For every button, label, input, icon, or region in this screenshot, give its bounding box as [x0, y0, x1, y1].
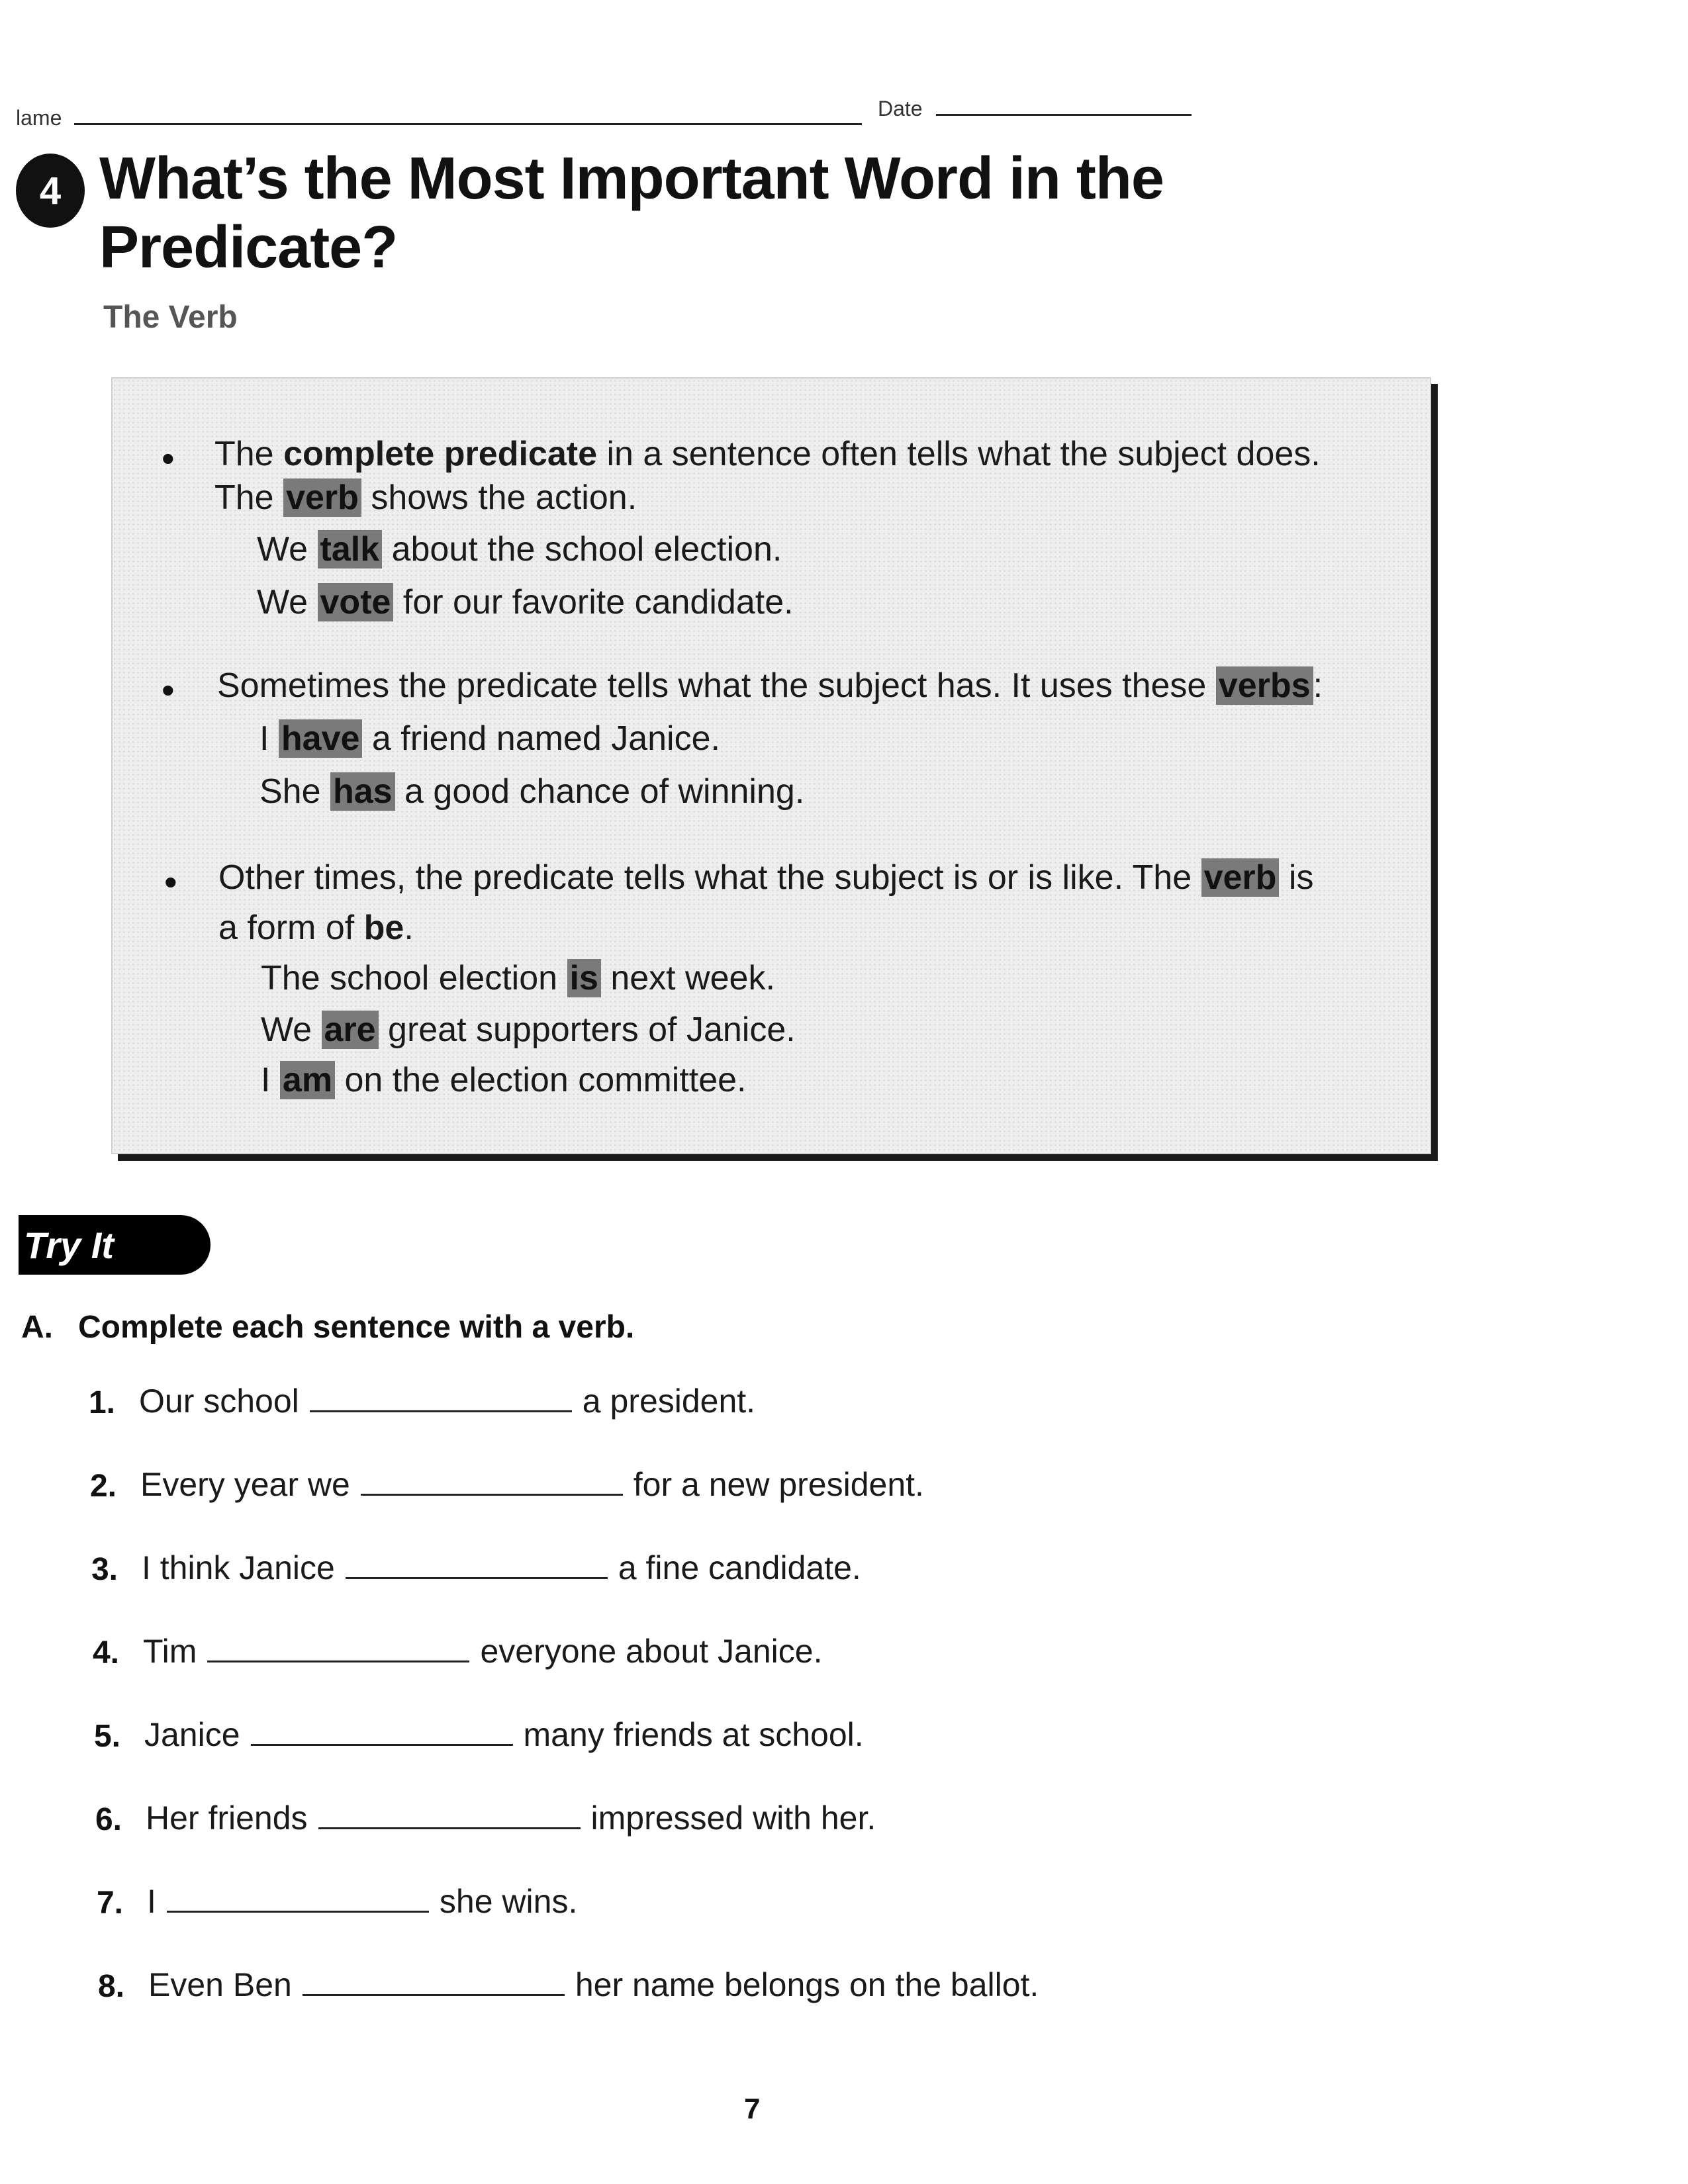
- text: next week.: [600, 959, 775, 997]
- highlighted-verb: verbs: [1216, 666, 1313, 705]
- example-2: [257, 582, 794, 622]
- answer-blank[interactable]: [303, 1994, 565, 1996]
- answer-blank[interactable]: [346, 1577, 608, 1579]
- date-field[interactable]: [936, 114, 1192, 116]
- exercise-item: [147, 1882, 577, 1921]
- section-letter: A.: [21, 1310, 53, 1345]
- item-text-before: I: [147, 1883, 156, 1920]
- item-number: 8.: [97, 1969, 124, 2004]
- lesson-number-badge: 4: [16, 154, 85, 228]
- highlighted-verb: has: [330, 772, 395, 811]
- exercise-item: [142, 1549, 861, 1587]
- text: She: [259, 772, 330, 811]
- text: Sometimes the predicate tells what the subject has. It uses these: [217, 666, 1216, 705]
- highlighted-verb: is: [567, 959, 601, 997]
- item-number: 1.: [88, 1385, 115, 1420]
- text: in a sentence often tells what the subject does.: [597, 435, 1321, 473]
- item-text-before: I think Janice: [142, 1549, 335, 1586]
- exercise-item: [139, 1382, 755, 1420]
- example-4: [259, 772, 804, 811]
- text: I: [261, 1061, 280, 1099]
- highlighted-verb: vote: [318, 583, 394, 621]
- item-number: 5.: [93, 1719, 120, 1754]
- highlighted-verb: am: [280, 1061, 335, 1099]
- page-title: [99, 144, 1264, 282]
- example-5: [261, 958, 775, 998]
- name-label: lame: [16, 106, 62, 130]
- answer-blank[interactable]: [310, 1410, 572, 1412]
- item-text-before: Tim: [143, 1633, 197, 1670]
- text: We: [261, 1011, 322, 1049]
- answer-blank[interactable]: [251, 1744, 513, 1746]
- item-text-after: many friends at school.: [523, 1716, 864, 1753]
- item-number: 7.: [96, 1886, 123, 1921]
- item-number: 2.: [89, 1469, 117, 1504]
- item-text-before: Even Ben: [148, 1966, 292, 2003]
- example-6: [261, 1010, 796, 1050]
- item-text-before: Her friends: [146, 1799, 308, 1837]
- item-number: 3.: [91, 1552, 118, 1587]
- text: a friend named Janice.: [362, 719, 720, 758]
- exercise-item: [140, 1465, 924, 1504]
- example-7: [261, 1060, 747, 1100]
- bullet-dot: •: [162, 437, 175, 479]
- item-text-before: Our school: [139, 1383, 299, 1420]
- text: on the election committee.: [335, 1061, 747, 1099]
- item-text-after: her name belongs on the ballot.: [575, 1966, 1039, 2003]
- rule-1-line-1: [214, 434, 1321, 474]
- try-it-tab: Try It: [19, 1215, 211, 1275]
- date-label: Date: [878, 97, 923, 120]
- keyword: complete predicate: [283, 435, 598, 473]
- answer-blank[interactable]: [318, 1827, 581, 1829]
- title-line-2: Predicate?: [99, 214, 398, 281]
- highlighted-verb: talk: [318, 530, 383, 569]
- text: The: [214, 478, 284, 517]
- exercise-item: [146, 1799, 876, 1837]
- text: a good chance of winning.: [395, 772, 805, 811]
- item-text-after: a president.: [582, 1383, 756, 1420]
- rule-3-line-1: [218, 858, 1313, 897]
- name-field[interactable]: [74, 123, 862, 125]
- rule-2-line-1: [217, 666, 1323, 705]
- answer-blank[interactable]: [361, 1494, 623, 1496]
- text: a form of: [218, 909, 364, 947]
- highlighted-verb: have: [279, 719, 363, 758]
- bullet-dot: •: [162, 669, 175, 711]
- highlighted-verb: verb: [283, 478, 361, 517]
- text: .: [404, 909, 414, 947]
- keyword: be: [363, 909, 404, 947]
- text: The: [214, 435, 284, 473]
- text: We: [257, 583, 318, 621]
- text: Other times, the predicate tells what the subject is or is like. The: [218, 858, 1201, 897]
- item-text-after: everyone about Janice.: [480, 1633, 823, 1670]
- item-number: 6.: [95, 1802, 122, 1837]
- example-3: [259, 719, 720, 758]
- text: shows the action.: [361, 478, 637, 517]
- item-number: 4.: [92, 1635, 119, 1670]
- text: is: [1279, 858, 1314, 897]
- item-text-after: impressed with her.: [590, 1799, 876, 1837]
- highlighted-verb: verb: [1201, 858, 1280, 897]
- text: great supporters of Janice.: [378, 1011, 796, 1049]
- example-1: [257, 529, 782, 569]
- rule-3-line-2: [218, 908, 414, 948]
- text: for our favorite candidate.: [393, 583, 794, 621]
- text: :: [1313, 666, 1323, 705]
- answer-blank[interactable]: [167, 1911, 429, 1913]
- exercise-item: [148, 1966, 1039, 2004]
- text: I: [259, 719, 279, 758]
- instruction: Complete each sentence with a verb.: [78, 1310, 635, 1345]
- item-text-after: a fine candidate.: [618, 1549, 861, 1586]
- highlighted-verb: are: [322, 1011, 379, 1049]
- text: We: [257, 530, 318, 569]
- bullet-dot: •: [164, 861, 177, 903]
- text: about the school election.: [382, 530, 782, 569]
- rule-1-line-2: [214, 478, 637, 518]
- page-subtitle: The Verb: [103, 300, 238, 335]
- item-text-after: for a new president.: [633, 1466, 924, 1503]
- answer-blank[interactable]: [207, 1661, 469, 1662]
- exercise-item: [143, 1632, 822, 1670]
- exercise-item: [144, 1715, 864, 1754]
- page-number: 7: [744, 2093, 761, 2125]
- item-text-after: she wins.: [439, 1883, 578, 1920]
- item-text-before: Every year we: [140, 1466, 350, 1503]
- title-line-1: What’s the Most Important Word in the: [99, 146, 1164, 212]
- text: The school election: [261, 959, 567, 997]
- item-text-before: Janice: [144, 1716, 240, 1753]
